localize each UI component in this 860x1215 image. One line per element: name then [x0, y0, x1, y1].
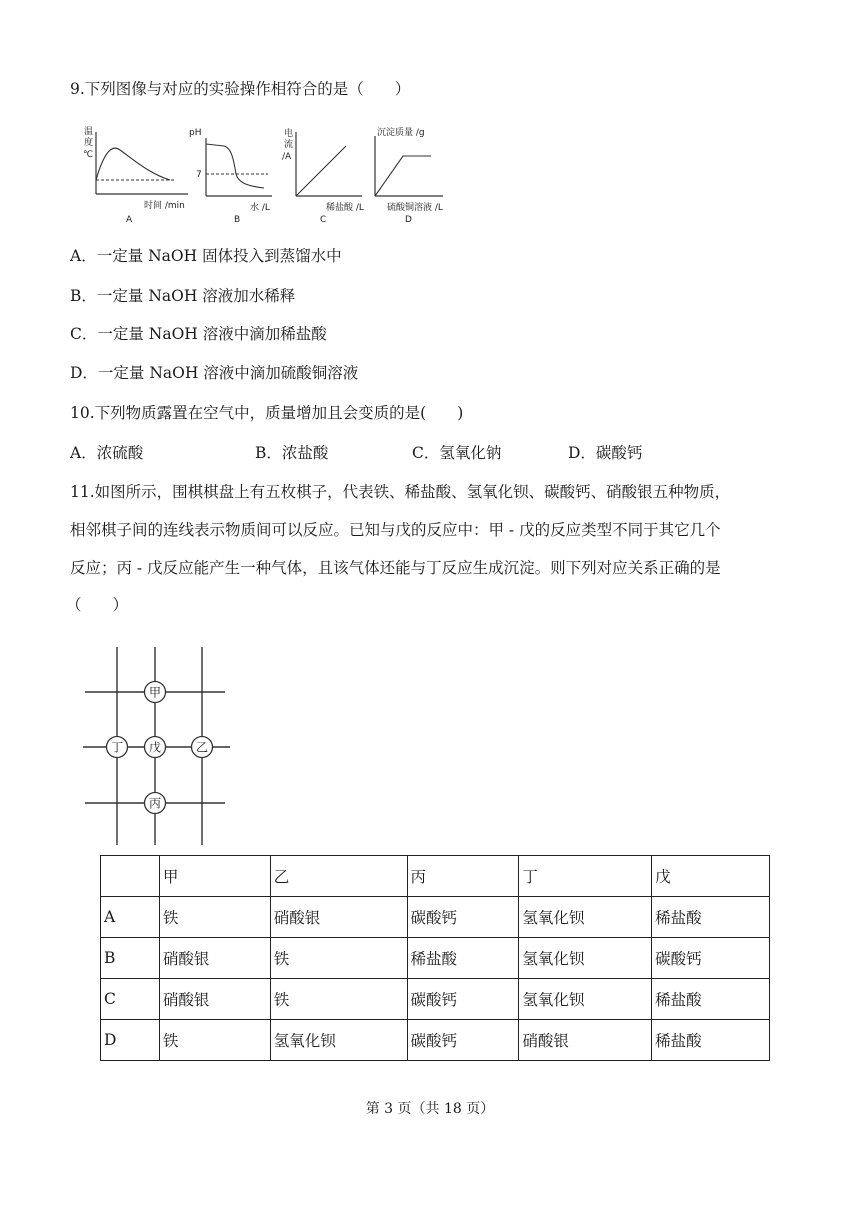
go-board-diagram: [80, 645, 240, 845]
table-row: [101, 938, 770, 979]
table-row: [101, 1020, 770, 1061]
table-row: [101, 897, 770, 938]
table-cell: 稀盐酸: [652, 979, 770, 1020]
q10-option-b: B．浓盐酸: [255, 444, 329, 462]
table-cell: 氢氧化钡: [519, 938, 652, 979]
q11-answer-table: [100, 855, 770, 1061]
piece-wu: [145, 737, 166, 758]
svg-text:甲: 甲: [148, 685, 162, 700]
table-header-row: [101, 856, 770, 897]
piece-yi: [192, 737, 213, 758]
q9-graphs: [78, 122, 458, 228]
q9-option-d: D．一定量 NaOH 溶液中滴加硫酸铜溶液: [70, 364, 359, 382]
q9-option-b: B．一定量 NaOH 溶液加水稀释: [70, 287, 296, 305]
svg-text:丁: 丁: [110, 740, 124, 755]
graph-c-ylabel-2: 流: [284, 140, 294, 150]
graph-d-xlabel: 硫酸铜溶液 /L: [387, 203, 443, 213]
piece-jia: [145, 682, 166, 703]
table-cell: 稀盐酸: [407, 938, 519, 979]
graph-c-xlabel: 稀盐酸 /L: [326, 203, 364, 213]
table-cell: A: [101, 897, 160, 938]
table-cell: 铁: [159, 897, 270, 938]
table-cell: 硝酸银: [159, 979, 270, 1020]
graph-d-ylabel: 沉淀质量 /g: [377, 128, 425, 138]
q11-line-4: （ ）: [66, 596, 129, 614]
graph-d-letter: D: [405, 215, 412, 225]
table-cell: 丙: [407, 856, 519, 897]
table-cell: 氢氧化钡: [519, 897, 652, 938]
graph-d: [365, 122, 460, 230]
q10-option-a: A．浓硫酸: [70, 444, 144, 462]
table-cell: D: [101, 1020, 160, 1061]
q10-stem: 10.下列物质露置在空气中，质量增加且会变质的是( ): [70, 404, 464, 422]
table-cell: 碳酸钙: [407, 897, 519, 938]
graph-c-ylabel-3: /A: [282, 152, 292, 162]
table-cell: C: [101, 979, 160, 1020]
graph-a-ylabel-2: 度: [84, 138, 94, 148]
q11-line-1: 11.如图所示，围棋棋盘上有五枚棋子，代表铁、稀盐酸、氢氧化钡、碳酸钙、硝酸银五种物质，: [70, 483, 731, 501]
graph-c-ylabel-1: 电: [284, 129, 294, 139]
table-cell: 稀盐酸: [652, 1020, 770, 1061]
graph-c: [278, 122, 368, 230]
q10-option-d: D．碳酸钙: [568, 444, 643, 462]
q9-option-a: A．一定量 NaOH 固体投入到蒸馏水中: [70, 247, 342, 265]
table-cell: 碳酸钙: [407, 1020, 519, 1061]
q9-stem: 9.下列图像与对应的实验操作相符合的是（ ）: [70, 80, 411, 98]
piece-ding: [107, 737, 128, 758]
q10-option-c: C．氢氧化钠: [412, 444, 502, 462]
table-cell: 乙: [270, 856, 407, 897]
page-footer: 第 3 页（共 18 页）: [365, 1101, 495, 1117]
q9-option-c: C．一定量 NaOH 溶液中滴加稀盐酸: [70, 325, 327, 343]
graph-b-tick: 7: [196, 170, 202, 180]
svg-text:丙: 丙: [148, 796, 162, 811]
table-cell: 稀盐酸: [652, 897, 770, 938]
table-cell: 碳酸钙: [407, 979, 519, 1020]
graph-b-ylabel: pH: [189, 128, 202, 138]
table-cell: 硝酸银: [159, 938, 270, 979]
graph-a: [78, 122, 188, 230]
q11-line-3: 反应；丙 - 戊反应能产生一种气体，且该气体还能与丁反应生成沉淀。则下列对应关系正确的是: [70, 559, 721, 577]
svg-text:戊: 戊: [148, 740, 162, 755]
table-row: [101, 979, 770, 1020]
table-cell: 戊: [652, 856, 770, 897]
graph-a-xlabel: 时间 /min: [144, 201, 185, 211]
table-cell: 铁: [270, 938, 407, 979]
graph-b-xlabel: 水 /L: [250, 203, 270, 213]
graph-a-letter: A: [126, 215, 133, 225]
graph-c-letter: C: [320, 215, 327, 225]
q11-line-2: 相邻棋子间的连线表示物质间可以反应。已知与戊的反应中：甲 - 戊的反应类型不同于其它几个: [70, 521, 721, 539]
table-cell: 甲: [159, 856, 270, 897]
piece-bing: [145, 793, 166, 814]
table-cell: 氢氧化钡: [519, 979, 652, 1020]
table-cell: 丁: [519, 856, 652, 897]
table-cell: 铁: [270, 979, 407, 1020]
table-cell: 硝酸银: [270, 897, 407, 938]
table-cell: 碳酸钙: [652, 938, 770, 979]
table-cell: 铁: [159, 1020, 270, 1061]
table-cell: B: [101, 938, 160, 979]
table-cell: 硝酸银: [519, 1020, 652, 1061]
svg-text:乙: 乙: [195, 740, 209, 755]
table-cell: 氢氧化钡: [270, 1020, 407, 1061]
graph-a-ylabel-3: ℃: [83, 150, 94, 160]
graph-b-letter: B: [234, 215, 241, 225]
graph-a-ylabel-1: 温: [84, 127, 94, 137]
table-cell: [101, 856, 160, 897]
graph-b: [184, 122, 274, 230]
